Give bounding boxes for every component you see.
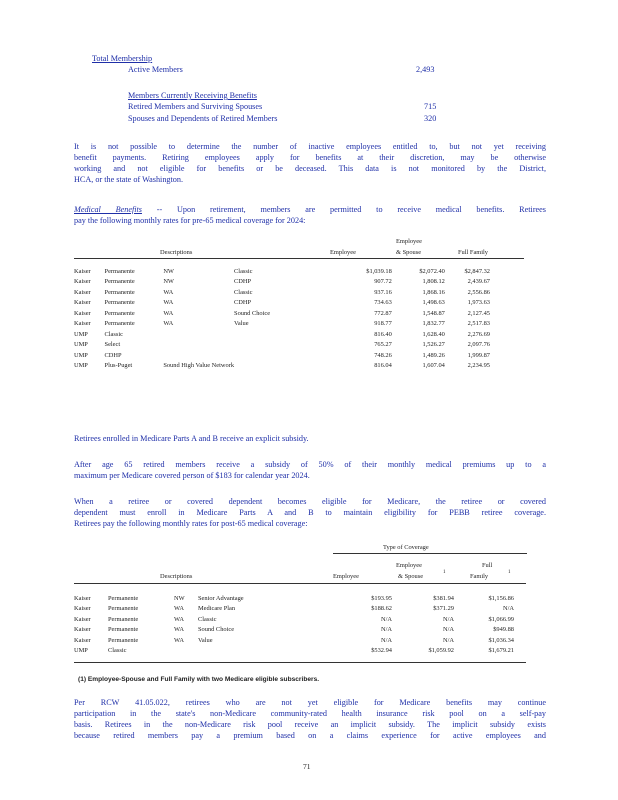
table-row	[74, 340, 490, 351]
table2-footnote-mark-family: 1	[508, 570, 511, 575]
cell-sp: $371.29	[433, 605, 454, 613]
paragraph-line: Retirees enrolled in Medicare Parts A and B receive an explicit subsidy.	[74, 434, 309, 443]
cell-c4: Classic	[234, 267, 253, 275]
cell-c3: NW	[174, 594, 185, 602]
cell-c1: UMP	[74, 362, 88, 370]
cell-emp: 734.63	[374, 299, 392, 307]
cell-c3: WA	[174, 636, 184, 644]
cell-fam: 2,127.45	[467, 309, 490, 317]
cell-emp: $1,039.18	[366, 267, 392, 275]
cell-c4: CDHP	[234, 278, 252, 286]
table-row	[74, 604, 514, 615]
table-row	[74, 287, 490, 298]
table-row	[74, 593, 514, 604]
table-row	[74, 308, 490, 319]
cell-emp: 918.77	[374, 320, 392, 328]
table2-type-of-coverage: Type of Coverage	[383, 544, 429, 551]
cell-emp: 765.27	[374, 341, 392, 349]
cell-c4: CDHP	[234, 299, 252, 307]
cell-c1: Kaiser	[74, 278, 91, 286]
cell-sp: N/A	[442, 615, 454, 623]
table1-spouse-header: & Spouse	[396, 249, 422, 256]
cell-emp: $193.95	[371, 594, 392, 602]
cell-c2: Permanente	[104, 299, 135, 307]
cell-c1: Kaiser	[74, 299, 91, 307]
cell-emp: 907.72	[374, 278, 392, 286]
cell-sp: $381.94	[433, 594, 454, 602]
cell-emp: 937.16	[374, 288, 392, 296]
cell-c1: Kaiser	[74, 288, 91, 296]
cell-c1: UMP	[74, 330, 88, 338]
cell-c2: Classic	[104, 330, 123, 338]
medical-benefits-paragraph	[74, 204, 546, 226]
medical-benefits-heading: Medical Benefits	[74, 205, 142, 214]
cell-c2: Permanente	[108, 615, 139, 623]
cell-fam: 2,517.83	[467, 320, 490, 328]
age65-paragraph	[74, 459, 546, 481]
cell-c1: UMP	[74, 647, 88, 655]
cell-emp: 816.40	[374, 330, 392, 338]
table2-spouse-header: & Spouse	[398, 573, 424, 580]
table-row	[74, 329, 490, 340]
paragraph-line: -- Upon retirement, members are permitted to receive medical benefits. Retirees	[156, 205, 546, 214]
cell-c2: Permanente	[108, 626, 139, 634]
cell-c3: WA	[174, 615, 184, 623]
receiving-benefits-title: Members Currently Receiving Benefits	[128, 91, 257, 100]
cell-c2: Permanente	[104, 320, 135, 328]
table1-header-rule	[74, 258, 524, 259]
cell-emp: 816.04	[374, 362, 392, 370]
cell-c4: Value	[234, 320, 249, 328]
cell-sp: N/A	[442, 636, 454, 644]
cell-c3: WA	[163, 309, 174, 317]
cell-c3	[163, 340, 234, 351]
paragraph-line: dependent must enroll in Medicare Parts A and B to maintain eligibility for PEBB retiree coverage.	[74, 508, 546, 517]
cell-c2: CDHP	[104, 351, 122, 359]
cell-c2: Classic	[108, 647, 127, 655]
paragraph-line: It is not possible to determine the number of inactive employees entitled to, but not yet receiving	[74, 142, 546, 151]
cell-sp: 1,526.27	[422, 341, 445, 349]
table-row	[74, 266, 490, 277]
paragraph-line: working and not eligible for benefits or be deceased. This data is not monitored by the District,	[74, 164, 546, 173]
retired-members-value: 715	[424, 102, 437, 111]
table2-coverage-rule	[333, 553, 527, 554]
table1-employee-header-top: Employee	[396, 238, 422, 245]
paragraph-line: Retirees pay the following monthly rates for post-65 medical coverage:	[74, 519, 308, 528]
inactive-employees-paragraph	[74, 141, 546, 185]
cell-emp: $532.94	[371, 647, 392, 655]
table2-bottom-rule	[74, 662, 526, 663]
total-membership-title: Total Membership	[92, 54, 153, 63]
cell-emp: N/A	[380, 636, 392, 644]
cell-fam: 2,439.67	[467, 278, 490, 286]
table-row	[74, 646, 514, 657]
paragraph-line: HCA, or the state of Washington.	[74, 175, 184, 184]
cell-emp: 748.26	[374, 351, 392, 359]
cell-c3: WA	[163, 288, 174, 296]
table1-employee-header: Employee	[330, 249, 356, 256]
cell-c4	[234, 329, 347, 340]
cell-fam: 1,973.63	[467, 299, 490, 307]
cell-c3: NW	[163, 278, 174, 286]
table2-descriptions-header: Descriptions	[160, 573, 193, 580]
cell-sp: 1,832.77	[422, 320, 445, 328]
table-row	[74, 361, 490, 372]
cell-c2: Permanente	[104, 309, 135, 317]
cell-fam: $1,679.21	[488, 647, 514, 655]
cell-c2: Plus-Puget	[104, 362, 133, 370]
table2-employee-header: Employee	[333, 573, 359, 580]
cell-sp: 1,868.16	[422, 288, 445, 296]
cell-c1: Kaiser	[74, 309, 91, 317]
cell-c4: Sound Choice	[198, 626, 235, 634]
paragraph-line: participation in the state's non-Medicare community-rated health insurance risk pool on a self-pay	[74, 709, 546, 718]
cell-sp: 1,628.40	[422, 330, 445, 338]
cell-c2: Permanente	[108, 594, 139, 602]
cell-c3: WA	[174, 626, 184, 634]
cell-c4: Classic	[234, 288, 253, 296]
table2-spouse-header-top: Employee	[396, 562, 422, 569]
cell-c3	[163, 350, 234, 361]
spouses-dependents-label: Spouses and Dependents of Retired Members	[128, 114, 278, 123]
cell-sp: 1,498.63	[422, 299, 445, 307]
retired-members-label: Retired Members and Surviving Spouses	[128, 102, 263, 111]
cell-c3: WA	[174, 605, 184, 613]
cell-c4: Senior Advantage	[198, 594, 244, 602]
cell-c1: UMP	[74, 341, 88, 349]
cell-c4: Value	[198, 636, 213, 644]
cell-c3: WA	[163, 320, 174, 328]
table2-family-header-top: Full	[482, 562, 493, 569]
table-row	[74, 350, 490, 361]
cell-c3: Sound High Value Network	[163, 362, 235, 370]
paragraph-line: pay the following monthly rates for pre-65 medical coverage for 2024:	[74, 216, 306, 225]
pre65-rates-table	[74, 266, 490, 371]
cell-c1: Kaiser	[74, 267, 91, 275]
cell-fam: 2,276.69	[467, 330, 490, 338]
cell-c4	[198, 646, 334, 657]
table2-family-header: Family	[470, 573, 489, 580]
cell-fam: $2,847.32	[464, 267, 490, 275]
cell-c4	[234, 340, 347, 351]
post65-rates-table	[74, 593, 514, 656]
cell-fam: $1,156.86	[488, 594, 514, 602]
cell-c4	[234, 350, 347, 361]
cell-sp: 1,489.26	[422, 351, 445, 359]
cell-fam: 1,999.87	[467, 351, 490, 359]
cell-sp: $1,059.92	[428, 647, 454, 655]
cell-fam: $1,066.99	[488, 615, 514, 623]
paragraph-line: After age 65 retired members receive a subsidy of 50% of their monthly medical premiums up to a	[74, 460, 546, 469]
cell-c2: Select	[104, 341, 121, 349]
cell-c4: Classic	[198, 615, 217, 623]
cell-emp: 772.87	[374, 309, 392, 317]
explicit-subsidy-paragraph	[74, 433, 546, 444]
medicare-eligibility-paragraph	[74, 496, 546, 529]
cell-c2: Permanente	[104, 288, 135, 296]
cell-fam: 2,234.95	[467, 362, 490, 370]
cell-emp: $188.62	[371, 605, 392, 613]
table-row	[74, 298, 490, 309]
paragraph-line: Per RCW 41.05.022, retirees who are not yet eligible for Medicare benefits may continue	[74, 698, 546, 707]
spouses-dependents-value: 320	[424, 114, 437, 123]
cell-fam: N/A	[502, 605, 514, 613]
cell-emp: N/A	[380, 626, 392, 634]
cell-sp: $2,072.40	[419, 267, 445, 275]
cell-c1: UMP	[74, 351, 88, 359]
table2-header-rule	[74, 583, 526, 584]
table1-descriptions-header: Descriptions	[160, 249, 193, 256]
cell-c1: Kaiser	[74, 615, 91, 623]
cell-c4: Sound Choice	[234, 309, 271, 317]
cell-c3	[163, 329, 234, 340]
table-row	[74, 277, 490, 288]
cell-sp: N/A	[442, 626, 454, 634]
cell-c2: Permanente	[108, 605, 139, 613]
table2-footnote-mark: 1	[443, 570, 446, 575]
cell-c2: Permanente	[108, 636, 139, 644]
cell-sp: 1,808.12	[422, 278, 445, 286]
cell-c1: Kaiser	[74, 605, 91, 613]
cell-fam: $1,036.34	[488, 636, 514, 644]
page-number: 71	[303, 762, 311, 771]
rcw-paragraph	[74, 697, 546, 741]
cell-c4: Medicare Plan	[198, 605, 236, 613]
cell-emp: N/A	[380, 615, 392, 623]
cell-sp: 1,607.04	[422, 362, 445, 370]
table-row	[74, 319, 490, 330]
paragraph-line: because retired members pay a premium based on a claims experience for active employees and	[74, 731, 546, 740]
paragraph-line: benefit payments. Retiring employees apply for benefits at their discretion, may be otherwise	[74, 153, 546, 162]
paragraph-line: When a retiree or covered dependent becomes eligible for Medicare, the retiree or covered	[74, 497, 546, 506]
active-members-value: 2,493	[416, 65, 435, 74]
table-row	[74, 625, 514, 636]
cell-c1: Kaiser	[74, 636, 91, 644]
table-row	[74, 635, 514, 646]
table-row	[74, 614, 514, 625]
table1-family-header: Full Family	[458, 249, 489, 256]
cell-fam: 2,097.76	[467, 341, 490, 349]
paragraph-line: maximum per Medicare covered person of $183 for calendar year 2024.	[74, 471, 310, 480]
cell-fam: 2,556.86	[467, 288, 490, 296]
table2-footnote: (1) Employee-Spouse and Full Family with two Medicare eligible subscribers.	[78, 676, 320, 683]
paragraph-line: basis. Retirees in the non-Medicare risk pool receive an implicit subsidy. The implicit subsidy exists	[74, 720, 546, 729]
cell-c3	[174, 646, 198, 657]
cell-c3: NW	[163, 267, 174, 275]
cell-c2: Permanente	[104, 267, 135, 275]
cell-sp: 1,548.87	[422, 309, 445, 317]
cell-c1: Kaiser	[74, 626, 91, 634]
cell-c3: WA	[163, 299, 174, 307]
active-members-label: Active Members	[128, 65, 183, 74]
cell-fam: $949.88	[493, 626, 514, 634]
cell-c4	[234, 361, 347, 372]
cell-c2: Permanente	[104, 278, 135, 286]
cell-c1: Kaiser	[74, 320, 91, 328]
cell-c1: Kaiser	[74, 594, 91, 602]
